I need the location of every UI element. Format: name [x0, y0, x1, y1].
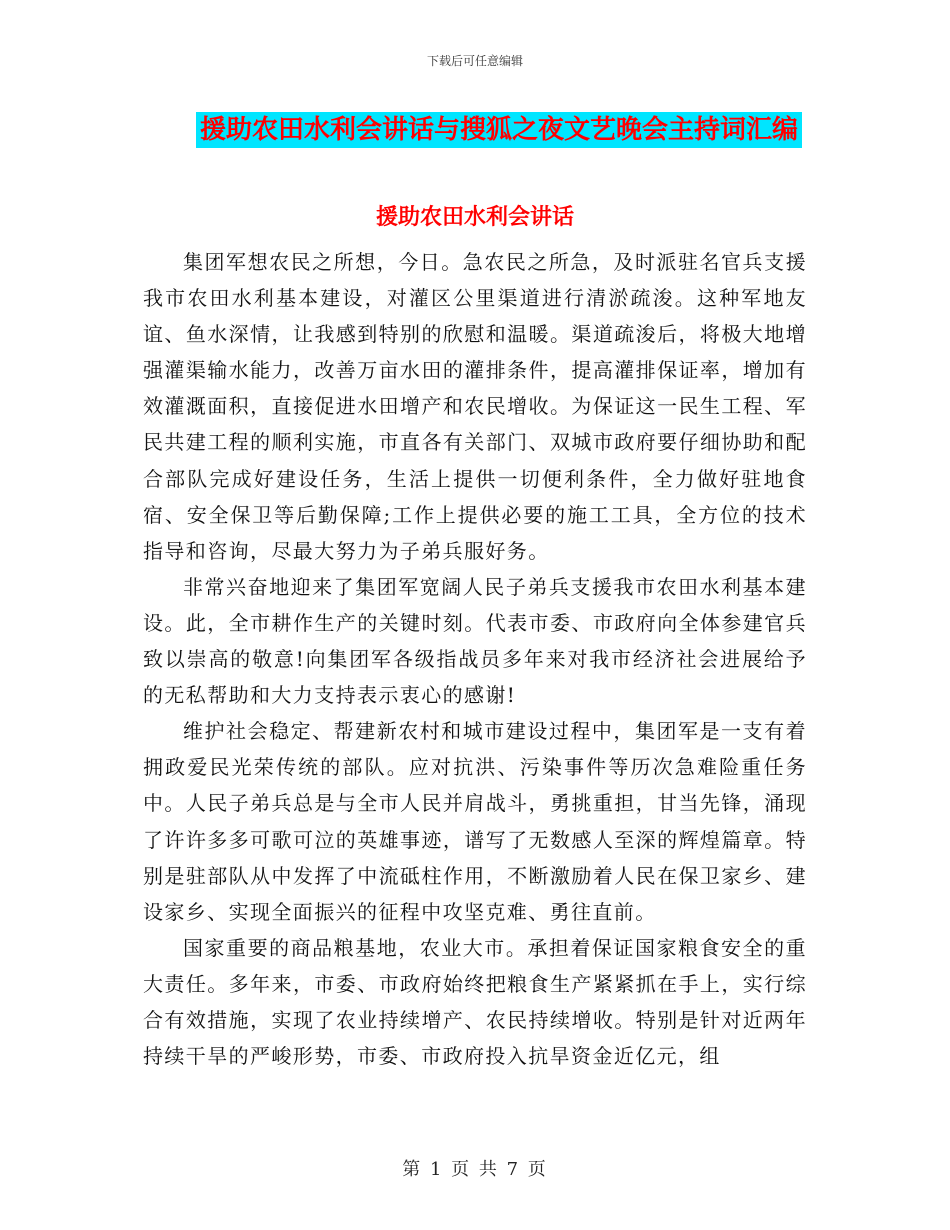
body-paragraph: 非常兴奋地迎来了集团军宽阔人民子弟兵支援我市农田水利基本建设。此，全市耕作生产的关键时刻。代表市委、市政府向全体参建官兵致以崇高的敬意!向集团军各级指战员多年来对我市经济社会进展给予的无私帮助和大力支持表示衷心的感谢!	[143, 574, 807, 708]
document-body	[143, 244, 807, 1074]
page-number-footer: 第 1 页 共 7 页	[402, 1159, 548, 1180]
header-note: 下载后可任意编辑	[426, 54, 523, 68]
body-paragraph: 集团军想农民之所想，今日。急农民之所急，及时派驻名官兵支援我市农田水利基本建设，对灌区公里渠道进行清淤疏浚。这种军地友谊、鱼水深情，让我感到特别的欣慰和温暖。渠道疏浚后，将极大地增强灌渠输水能力，改善万亩水田的灌排条件，提高灌排保证率，增加有效灌溉面积，直接促进水田增产和农民增收。为保证这一民生工程、军民共建工程的顺利实施，市直各有关部门、双城市政府要仔细协助和配合部队完成好建设任务，生活上提供一切便利条件，全力做好驻地食宿、安全保卫等后勤保障;工作上提供必要的施工工具，全方位的技术指导和咨询，尽最大努力为子弟兵服好务。	[143, 250, 807, 563]
section-title: 援助农田水利会讲话	[375, 205, 574, 230]
document-title: 援助农田水利会讲话与搜狐之夜文艺晚会主持词汇编	[196, 112, 802, 148]
body-paragraph: 维护社会稳定、帮建新农村和城市建设过程中，集团军是一支有着拥政爱民光荣传统的部队。应对抗洪、污染事件等历次急难险重任务中。人民子弟兵总是与全市人民并肩战斗，勇挑重担，甘当先锋，涌现了许许多多可歌可泣的英雄事迹，谱写了无数感人至深的辉煌篇章。特别是驻部队从中发挥了中流砥柱作用，不断激励着人民在保卫家乡、建设家乡、实现全面振兴的征程中攻坚克难、勇往直前。	[143, 719, 807, 924]
body-paragraph: 国家重要的商品粮基地，农业大市。承担着保证国家粮食安全的重大责任。多年来，市委、市政府始终把粮食生产紧紧抓在手上，实行综合有效措施，实现了农业持续增产、农民持续增收。特别是针对近两年持续干旱的严峻形势，市委、市政府投入抗旱资金近亿元，组	[143, 935, 807, 1069]
